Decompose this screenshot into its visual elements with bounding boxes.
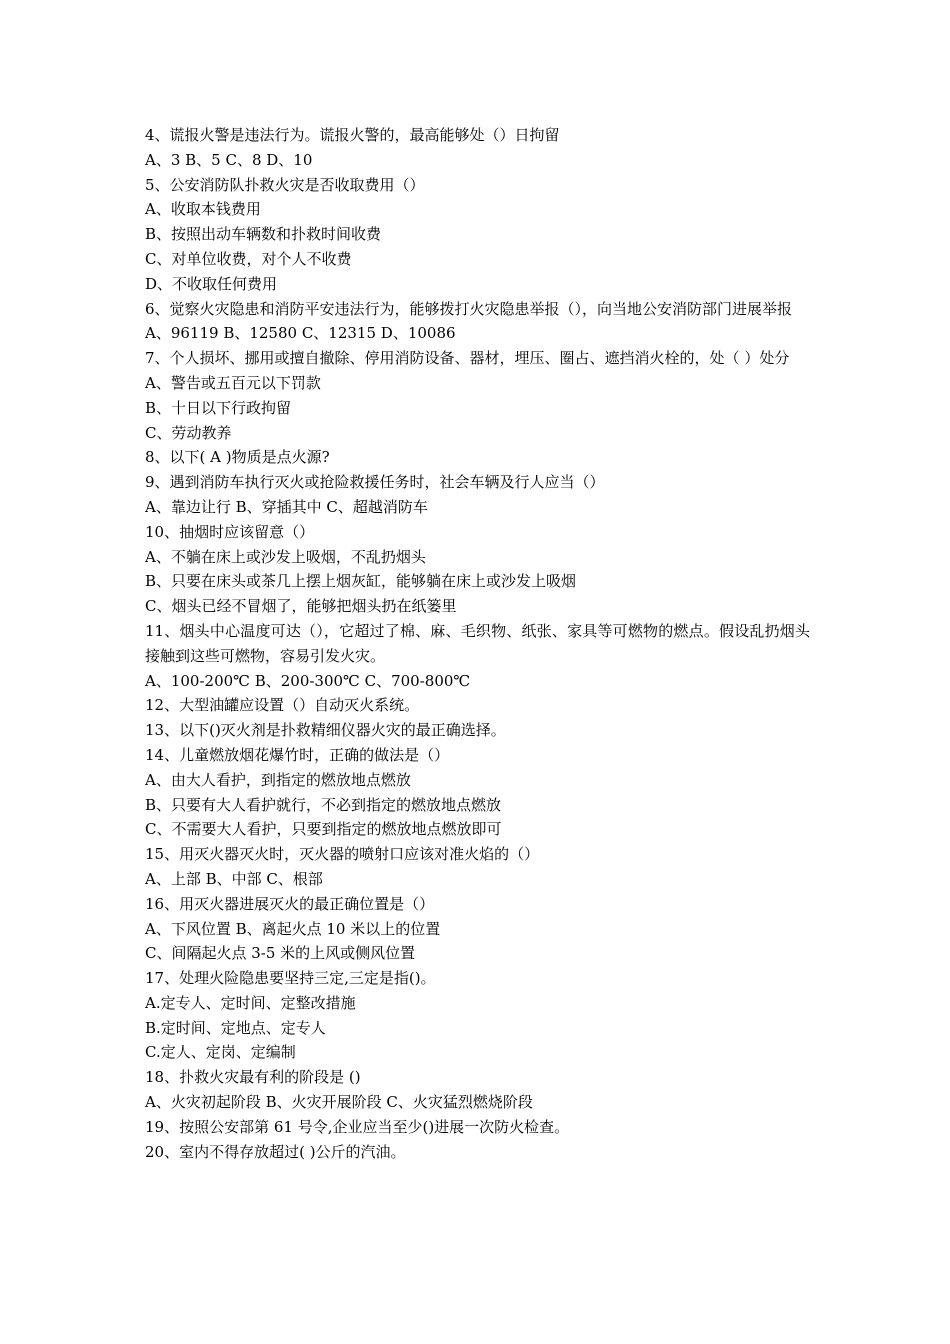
text-line: B、十日以下行政拘留 [145,398,292,417]
text-line: A、由大人看护，到指定的燃放地点燃放 [145,770,411,789]
text-line: C、劳动教养 [145,423,232,442]
text-line: C、对单位收费，对个人不收费 [145,249,352,268]
text-line: 8、以下( A )物质是点火源? [145,448,330,467]
text-line: C、烟头已经不冒烟了，能够把烟头扔在纸篓里 [145,597,457,616]
text-line: D、不收取任何费用 [145,274,278,293]
text-line: 12、大型油罐应设置（）自动灭火系统。 [145,696,420,715]
text-line: 14、儿童燃放烟花爆竹时，正确的做法是（） [145,745,450,764]
text-line: A、警告或五百元以下罚款 [145,373,321,392]
text-line: B.定时间、定地点、定专人 [145,1018,326,1037]
text-line: C、间隔起火点 3-5 米的上风或侧风位置 [145,944,416,963]
text-line: A、火灾初起阶段 B、火灾开展阶段 C、火灾猛烈燃烧阶段 [145,1093,533,1112]
text-line: 19、按照公安部第 61 号令,企业应当至少()进展一次防火检查。 [145,1117,570,1136]
text-line: 6、觉察火灾隐患和消防平安违法行为，能够拨打火灾隐患举报（），向当地公安消防部门进展举报 [145,299,793,318]
text-line: B、按照出动车辆数和扑救时间收费 [145,225,382,244]
text-line: A、100-200℃ B、200-300℃ C、700-800℃ [145,671,471,690]
text-line: 13、以下()灭火剂是扑救精细仪器火灾的最正确选择。 [145,721,506,740]
text-line: A、上部 B、中部 C、根部 [145,869,323,888]
text-line: A、下风位置 B、离起火点 10 米以上的位置 [145,919,441,938]
text-line: 7、个人损坏、挪用或擅自撤除、停用消防设备、器材，埋压、圈占、遮挡消火栓的，处（ ）处分 [145,349,790,368]
document-body [145,123,810,1164]
text-line: A、收取本钱费用 [145,200,261,219]
text-line: C.定人、定岗、定编制 [145,1043,296,1062]
text-line: C、不需要大人看护，只要到指定的燃放地点燃放即可 [145,820,502,839]
text-line: 20、室内不得存放超过( )公斤的汽油。 [145,1142,406,1161]
text-line: A、3 B、5 C、8 D、10 [145,150,313,169]
text-line: 11、烟头中心温度可达（），它超过了棉、麻、毛织物、纸张、家具等可燃物的燃点。假设乱扔烟头接触到这些可燃物，容易引发火灾。 [145,621,810,665]
text-line: A、不躺在床上或沙发上吸烟，不乱扔烟头 [145,547,426,566]
text-line: 4、谎报火警是违法行为。谎报火警的，最高能够处（）日拘留 [145,126,560,144]
text-line: 15、用灭火器灭火时，灭火器的喷射口应该对准火焰的（） [145,845,540,864]
text-line: 16、用灭火器进展灭火的最正确位置是（） [145,894,435,913]
text-line: 5、公安消防队扑救火灾是否收取费用（） [145,175,425,194]
text-line: 18、扑救火灾最有利的阶段是 () [145,1068,361,1087]
text-line: B、只要在床头或茶几上摆上烟灰缸，能够躺在床上或沙发上吸烟 [145,572,577,591]
text-line: A、96119 B、12580 C、12315 D、10086 [145,324,456,343]
text-line: 9、遇到消防车执行灭火或抢险救援任务时，社会车辆及行人应当（） [145,473,605,492]
text-line: 10、抽烟时应该留意（） [145,522,315,541]
text-line: A、靠边让行 B、穿插其中 C、超越消防车 [145,497,428,516]
text-line: 17、处理火险隐患要坚持三定,三定是指()。 [145,969,436,988]
text-line: B、只要有大人看护就行，不必到指定的燃放地点燃放 [145,795,502,814]
text-line: A.定专人、定时间、定整改措施 [145,993,356,1012]
